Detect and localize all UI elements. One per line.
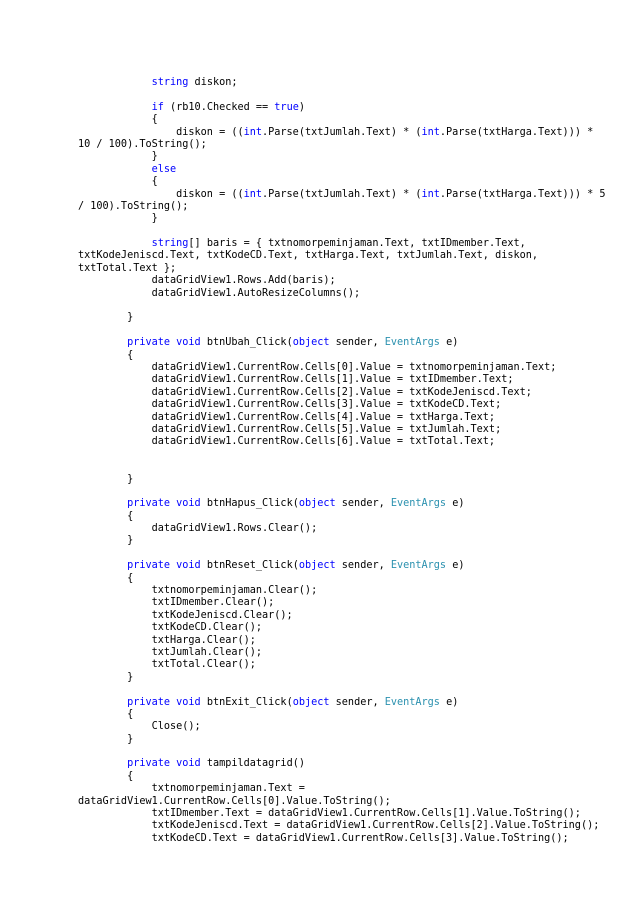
code-text bbox=[78, 102, 152, 113]
code-line bbox=[78, 721, 630, 733]
code-text: .Parse(txtHarga.Text))) * bbox=[439, 126, 594, 138]
code-line bbox=[78, 635, 630, 647]
code-text: diskon = (( bbox=[78, 126, 244, 138]
code-text: e) bbox=[446, 498, 465, 510]
code-line bbox=[78, 102, 630, 114]
code-line bbox=[78, 734, 630, 746]
code-listing bbox=[78, 77, 630, 845]
code-line bbox=[78, 597, 630, 609]
code-line bbox=[78, 325, 630, 337]
code-line bbox=[78, 275, 630, 287]
code-type-name: EventArgs bbox=[390, 560, 447, 572]
code-line bbox=[78, 226, 630, 238]
code-text: txtTotal.Text }; bbox=[78, 262, 177, 274]
code-text: btnUbah_Click( bbox=[200, 337, 293, 349]
code-line bbox=[78, 808, 630, 820]
code-text: 10 / 100).ToString(); bbox=[78, 138, 207, 150]
code-type-name: EventArgs bbox=[384, 337, 440, 349]
code-line bbox=[78, 337, 630, 349]
code-keyword: void bbox=[176, 560, 201, 572]
code-text: txtTotal.Clear(); bbox=[78, 659, 256, 671]
code-text: / 100).ToString(); bbox=[78, 200, 189, 212]
code-text: { bbox=[78, 114, 158, 126]
code-text: txtHarga.Clear(); bbox=[78, 634, 256, 646]
code-line bbox=[78, 622, 630, 634]
code-text: dataGridView1.CurrentRow.Cells[3].Value = txtKodeCD.Text; bbox=[78, 399, 502, 411]
code-text: sender, bbox=[335, 498, 391, 510]
code-line bbox=[78, 647, 630, 659]
code-line bbox=[78, 461, 630, 473]
code-text: Close(); bbox=[78, 721, 201, 733]
code-text bbox=[78, 238, 152, 249]
code-keyword: void bbox=[176, 758, 201, 770]
code-keyword: else bbox=[151, 163, 177, 175]
code-line bbox=[78, 610, 630, 622]
code-line bbox=[78, 535, 630, 547]
code-line bbox=[78, 796, 630, 808]
code-keyword: object bbox=[292, 337, 330, 349]
code-type-name: EventArgs bbox=[390, 498, 447, 510]
code-line bbox=[78, 127, 630, 139]
code-text: dataGridView1.CurrentRow.Cells[0].Value.ToString(); bbox=[78, 795, 391, 807]
code-line bbox=[78, 820, 630, 832]
code-text: } bbox=[78, 151, 158, 163]
code-line bbox=[78, 436, 630, 448]
code-text bbox=[78, 498, 127, 509]
code-text: e) bbox=[439, 337, 459, 349]
code-text: ) bbox=[298, 101, 305, 113]
code-keyword: true bbox=[274, 101, 299, 113]
code-line bbox=[78, 560, 630, 572]
code-text: } bbox=[78, 671, 134, 683]
code-text: (rb10.Checked == bbox=[163, 101, 275, 113]
code-line bbox=[78, 486, 630, 498]
code-line bbox=[78, 176, 630, 188]
code-line bbox=[78, 833, 630, 845]
code-line bbox=[78, 672, 630, 684]
code-line bbox=[78, 288, 630, 300]
code-text: diskon; bbox=[188, 77, 238, 88]
code-text: btnHapus_Click( bbox=[200, 498, 299, 510]
code-text: txtnomorpeminjaman.Clear(); bbox=[78, 585, 318, 597]
code-text: } bbox=[78, 213, 158, 225]
code-text: dataGridView1.CurrentRow.Cells[5].Value = txtJumlah.Text; bbox=[78, 423, 502, 435]
code-text: { bbox=[78, 708, 134, 720]
code-text: txtJumlah.Clear(); bbox=[78, 646, 263, 658]
code-keyword: void bbox=[176, 337, 201, 349]
code-text: diskon = (( bbox=[78, 188, 244, 200]
code-text: dataGridView1.CurrentRow.Cells[0].Value = txtnomorpeminjaman.Text; bbox=[78, 361, 557, 373]
code-line bbox=[78, 697, 630, 709]
code-text: txtKodeCD.Text = dataGridView1.CurrentRow.Cells[3].Value.ToString(); bbox=[78, 832, 569, 844]
code-keyword: object bbox=[298, 498, 336, 510]
code-line bbox=[78, 474, 630, 486]
code-keyword: int bbox=[421, 188, 440, 200]
code-text: { bbox=[78, 572, 134, 584]
code-line bbox=[78, 659, 630, 671]
code-keyword: object bbox=[292, 696, 330, 708]
code-keyword: void bbox=[176, 696, 201, 708]
code-keyword: void bbox=[176, 498, 201, 510]
code-text: .Parse(txtJumlah.Text) * ( bbox=[262, 126, 422, 138]
code-line bbox=[78, 548, 630, 560]
code-line bbox=[78, 263, 630, 275]
code-type-name: EventArgs bbox=[384, 696, 440, 708]
code-line bbox=[78, 238, 630, 250]
code-line bbox=[78, 362, 630, 374]
code-keyword: object bbox=[298, 560, 336, 572]
code-text: sender, bbox=[329, 337, 385, 349]
code-line bbox=[78, 684, 630, 696]
code-line bbox=[78, 424, 630, 436]
code-text: dataGridView1.CurrentRow.Cells[4].Value = txtHarga.Text; bbox=[78, 411, 496, 423]
code-line bbox=[78, 498, 630, 510]
code-line bbox=[78, 783, 630, 795]
code-text: txtKodeJeniscd.Text = dataGridView1.CurrentRow.Cells[2].Value.ToString(); bbox=[78, 820, 600, 832]
code-text: dataGridView1.CurrentRow.Cells[2].Value = txtKodeJeniscd.Text; bbox=[78, 386, 532, 398]
code-keyword: int bbox=[243, 126, 263, 138]
code-text bbox=[78, 697, 127, 708]
code-line bbox=[78, 399, 630, 411]
code-text: dataGridView1.CurrentRow.Cells[1].Value = txtIDmember.Text; bbox=[78, 374, 514, 386]
code-line bbox=[78, 139, 630, 151]
code-keyword: private bbox=[127, 696, 171, 708]
code-text: btnExit_Click( bbox=[200, 696, 293, 708]
code-text: e) bbox=[439, 696, 459, 708]
code-line bbox=[78, 151, 630, 163]
code-text: btnReset_Click( bbox=[200, 560, 299, 572]
code-text: txtIDmember.Text = dataGridView1.CurrentRow.Cells[1].Value.ToString(); bbox=[78, 808, 581, 820]
code-text: { bbox=[78, 510, 134, 522]
code-text bbox=[78, 337, 127, 348]
code-line bbox=[78, 189, 630, 201]
code-line bbox=[78, 312, 630, 324]
code-text: } bbox=[78, 312, 134, 324]
code-keyword: string bbox=[151, 238, 189, 250]
code-text bbox=[78, 758, 127, 769]
code-keyword: private bbox=[127, 758, 171, 770]
code-text: dataGridView1.Rows.Add(baris); bbox=[78, 275, 336, 287]
code-line bbox=[78, 201, 630, 213]
code-text bbox=[78, 164, 152, 175]
code-keyword: int bbox=[243, 188, 263, 200]
code-keyword: int bbox=[421, 126, 440, 138]
code-line bbox=[78, 164, 630, 176]
code-line bbox=[78, 573, 630, 585]
code-text: } bbox=[78, 535, 134, 547]
code-text: } bbox=[78, 473, 134, 485]
code-keyword: if bbox=[151, 101, 164, 113]
code-text: .Parse(txtHarga.Text))) * 5 bbox=[439, 188, 606, 200]
code-text: [] baris = { txtnomorpeminjaman.Text, txtIDmember.Text, bbox=[188, 238, 526, 250]
code-text: txtKodeJeniscd.Clear(); bbox=[78, 609, 293, 621]
code-line bbox=[78, 250, 630, 262]
code-text: dataGridView1.Rows.Clear(); bbox=[78, 523, 318, 535]
code-line bbox=[78, 114, 630, 126]
code-line bbox=[78, 523, 630, 535]
code-text: sender, bbox=[335, 560, 391, 572]
code-line bbox=[78, 412, 630, 424]
code-text: { bbox=[78, 770, 134, 782]
code-text: tampildatagrid() bbox=[200, 758, 305, 770]
code-keyword: private bbox=[127, 498, 171, 510]
code-line bbox=[78, 77, 630, 89]
code-text: txtKodeCD.Clear(); bbox=[78, 622, 263, 634]
code-text: e) bbox=[446, 560, 465, 572]
code-line bbox=[78, 449, 630, 461]
code-line bbox=[78, 511, 630, 523]
code-line bbox=[78, 374, 630, 386]
code-text: txtnomorpeminjaman.Text = bbox=[78, 783, 305, 795]
code-text bbox=[78, 77, 152, 88]
code-line bbox=[78, 89, 630, 101]
code-line bbox=[78, 350, 630, 362]
code-line bbox=[78, 771, 630, 783]
code-line bbox=[78, 387, 630, 399]
code-line bbox=[78, 709, 630, 721]
code-text: } bbox=[78, 733, 134, 745]
code-text: { bbox=[78, 349, 134, 361]
code-text: { bbox=[78, 176, 158, 188]
code-text: dataGridView1.AutoResizeColumns(); bbox=[78, 287, 361, 299]
code-keyword: string bbox=[151, 77, 189, 88]
code-text: txtKodeJeniscd.Text, txtKodeCD.Text, txtHarga.Text, txtJumlah.Text, diskon, bbox=[78, 250, 539, 262]
code-text bbox=[78, 560, 127, 571]
code-text: sender, bbox=[329, 696, 385, 708]
code-text: txtIDmember.Clear(); bbox=[78, 597, 275, 609]
code-text: .Parse(txtJumlah.Text) * ( bbox=[262, 188, 422, 200]
code-line bbox=[78, 746, 630, 758]
code-text: dataGridView1.CurrentRow.Cells[6].Value = txtTotal.Text; bbox=[78, 436, 496, 448]
code-line bbox=[78, 758, 630, 770]
code-keyword: private bbox=[127, 560, 171, 572]
code-line bbox=[78, 585, 630, 597]
code-line bbox=[78, 300, 630, 312]
code-line bbox=[78, 213, 630, 225]
code-keyword: private bbox=[127, 337, 171, 349]
